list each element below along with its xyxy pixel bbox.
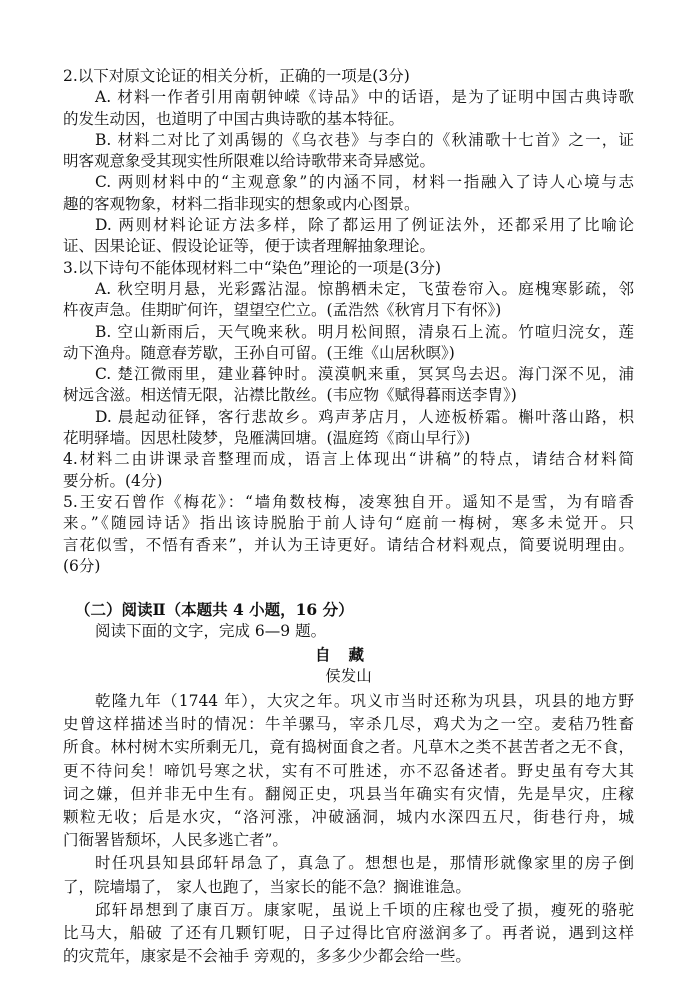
q3-option-d: D. 晨起动征铎，客行悲故乡。鸡声茅店月，人迹板桥霜。槲叶落山路，枳 — [95, 407, 634, 426]
story-paragraph-3: 的灾荒年，康家是不会袖手 旁观的，多多少少都会给一些。 — [63, 947, 471, 966]
story-body — [63, 690, 634, 968]
story-paragraph-2: 时任巩县知县邱轩昂急了，真急了。想想也是，那情形就像家里的房子倒 — [95, 854, 634, 873]
story-paragraph-1: 颗粒无收；后是水灾，“洛河涨，冲破涵洞，城内水深四五尺，街巷行舟，城 — [63, 808, 634, 827]
q2-option-b: B. 材料二对比了刘禹锡的《乌衣巷》与李白的《秋浦歌十七首》之一，证 — [95, 130, 634, 149]
q5-text: 来。”《随园诗话》指出该诗脱胎于前人诗句“庭前一梅树，寒多未觉开。只 — [63, 514, 634, 533]
q2-option-d: 证、因果论证、假设论证等，便于读者理解抽象理论。 — [63, 237, 436, 256]
question-4 — [63, 449, 634, 492]
q3-option-a: 杵夜声急。佳期旷何许，望望空伫立。(孟浩然《秋宵月下有怀》) — [63, 301, 502, 320]
q2-option-a: A. 材料一作者引用南朝钟嵘《诗品》中的话语，是为了证明中国古典诗歌 — [95, 88, 634, 107]
q2-option-b: 明客观意象受其现实性所限难以给诗歌带来奇异感觉。 — [63, 152, 436, 171]
q3-option-c: 树远含滋。相送情无限，沾襟比散丝。(韦应物《赋得暮雨送李胄》) — [63, 386, 517, 405]
story-author: 侯发山 — [325, 666, 372, 685]
q5-text: 言花似雪，不悟有香来”，并认为王诗更好。请结合材料观点，简要说明理由。 — [63, 535, 634, 554]
q2-stem: 2.以下对原文论证的相关分析，正确的一项是(3分) — [63, 67, 410, 85]
story-paragraph-3: 邱轩昂想到了康百万。康家呢，虽说上千顷的庄稼也受了损，瘦死的骆驼 — [95, 900, 634, 919]
story-paragraph-1: 所食。林村树木实所剩无几，竟有捣树面食之者。凡草木之类不甚苦者之无不食， — [63, 738, 634, 757]
story-paragraph-1: 词之嫌，但并非无中生有。翻阅正史，巩县当年确实有灾情，先是旱灾，庄稼 — [63, 784, 634, 803]
story-paragraph-1: 乾隆九年（1744 年），大灾之年。巩义市当时还称为巩县，巩县的地方野 — [95, 692, 634, 711]
q2-option-c: 趣的客观物象，材料二指非现实的想象或内心图景。 — [63, 194, 420, 213]
q5-text: 5.王安石曾作《梅花》：“墙角数枝梅，凌寒独自开。遥知不是雪，为有暗香 — [63, 492, 634, 511]
section-heading: （二）阅读Ⅱ（本题共 4 小题，16 分） — [75, 600, 354, 620]
q3-option-d: 花明驿墙。因思杜陵梦，凫雁满回塘。(温庭筠《商山早行》) — [63, 429, 471, 448]
question-3 — [63, 258, 634, 450]
story-paragraph-1: 史曾这样描述当时的情况：牛羊骡马，宰杀几尽，鸡犬为之一空。麦秸乃牲畜 — [63, 715, 634, 734]
story-title: 自藏 — [314, 645, 382, 665]
q2-option-a: 的发生动因，也道明了中国古典诗歌的基本特征。 — [63, 109, 405, 128]
q2-option-d: D. 两则材料论证方法多样，除了都运用了例证法外，还都采用了比喻论 — [95, 216, 634, 235]
question-5 — [63, 492, 634, 577]
story-paragraph-3: 比马大，船破 了还有几颗钉呢，日子过得比官府滋润多了。再者说，遇到这样 — [63, 924, 634, 943]
q3-stem: 3.以下诗句不能体现材料二中“染色”理论的一项是(3分) — [63, 258, 442, 277]
q3-option-c: C. 楚江微雨里，建业暮钟时。漠漠帆来重，冥冥鸟去迟。海门深不见，浦 — [95, 365, 634, 384]
question-2 — [63, 66, 634, 258]
q2-option-c: C. 两则材料中的“主观意象”的内涵不同，材料一指融入了诗人心境与志 — [95, 173, 634, 192]
story-paragraph-2: 了，院墙塌了， 家人也跑了，当家长的能不急？搁谁谁急。 — [63, 877, 471, 896]
q3-option-b: B. 空山新雨后，天气晚来秋。明月松间照，清泉石上流。竹喧归浣女，莲 — [95, 322, 634, 341]
q5-text: (6分) — [63, 556, 101, 575]
q3-option-a: A. 秋空明月悬，光彩露沾湿。惊鹊栖未定，飞萤卷帘入。庭槐寒影疏，邻 — [95, 279, 634, 298]
section-instruction: 阅读下面的文字，完成 6—9 题。 — [95, 622, 327, 641]
story-paragraph-1: 门衙署皆颓坏，人民多逃亡者”。 — [63, 831, 288, 850]
story-paragraph-1: 更不待问矣！啼饥号寒之状，实有不可胜述，亦不忍备述者。野史虽有夸大其 — [63, 761, 634, 780]
q3-option-b: 动下渔舟。随意春芳歇，王孙自可留。(王维《山居秋暝》) — [63, 343, 455, 362]
q4-text: 要分析。(4分) — [63, 471, 163, 490]
q4-text: 4.材料二由讲课录音整理而成，语言上体现出“讲稿”的特点，请结合材料简 — [63, 450, 634, 469]
